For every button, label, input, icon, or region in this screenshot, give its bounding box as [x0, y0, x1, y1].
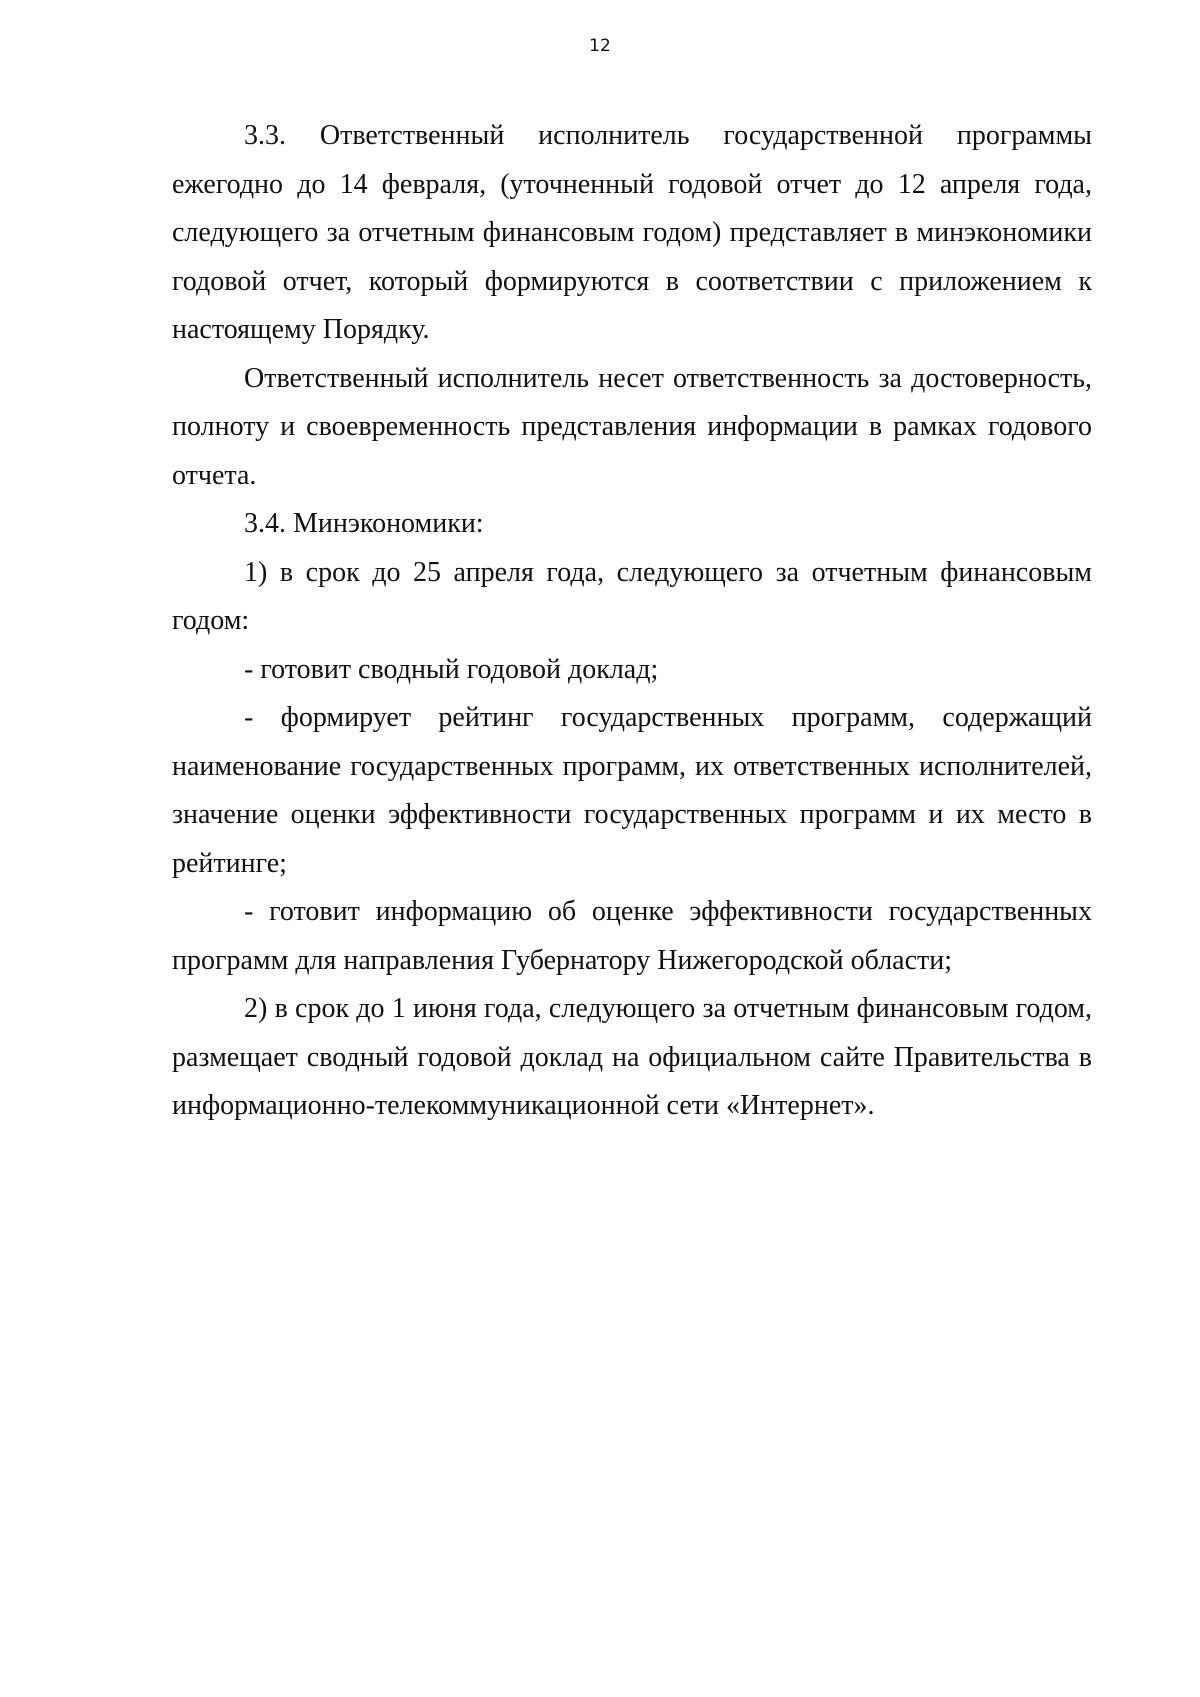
paragraph-3-4-heading: 3.4. Минэкономики:	[244, 508, 484, 539]
paragraph-3-3: 3.3. Ответственный исполнитель государственной программы ежегодно до 14 февраля, (уточненный годовой отчет до 12 апреля года, следующего за отчетным финансовым годом) представляет в минэкономики годовой отчет, который формируются в соответствии с приложением к настоящему Порядку.	[172, 120, 1092, 345]
paragraph-item-1: 1) в срок до 25 апреля года, следующего за отчетным финансовым годом:	[172, 556, 1092, 636]
page-number: 12	[589, 36, 611, 56]
paragraph-bullet-rating: - формирует рейтинг государственных программ, содержащий наименование государственных программ, их ответственных исполнителей, значение оценки эффективности государственных программ и их место в рейтинге;	[172, 702, 1092, 879]
paragraph-item-2: 2) в срок до 1 июня года, следующего за отчетным финансовым годом, размещает сводный годовой доклад на официальном сайте Правительства в информационно-телекоммуникационной сети «Интернет».	[172, 993, 1092, 1121]
paragraph-bullet-summary-report: - готовит сводный годовой доклад;	[244, 653, 659, 685]
paragraph-responsibility: Ответственный исполнитель несет ответственность за достоверность, полноту и своевременность представления информации в рамках годового отчета.	[172, 362, 1092, 491]
document-body	[172, 112, 1092, 1131]
paragraph-bullet-efficiency-info: - готовит информацию об оценке эффективности государственных программ для направления Губернатору Нижегородской области;	[172, 896, 1092, 976]
